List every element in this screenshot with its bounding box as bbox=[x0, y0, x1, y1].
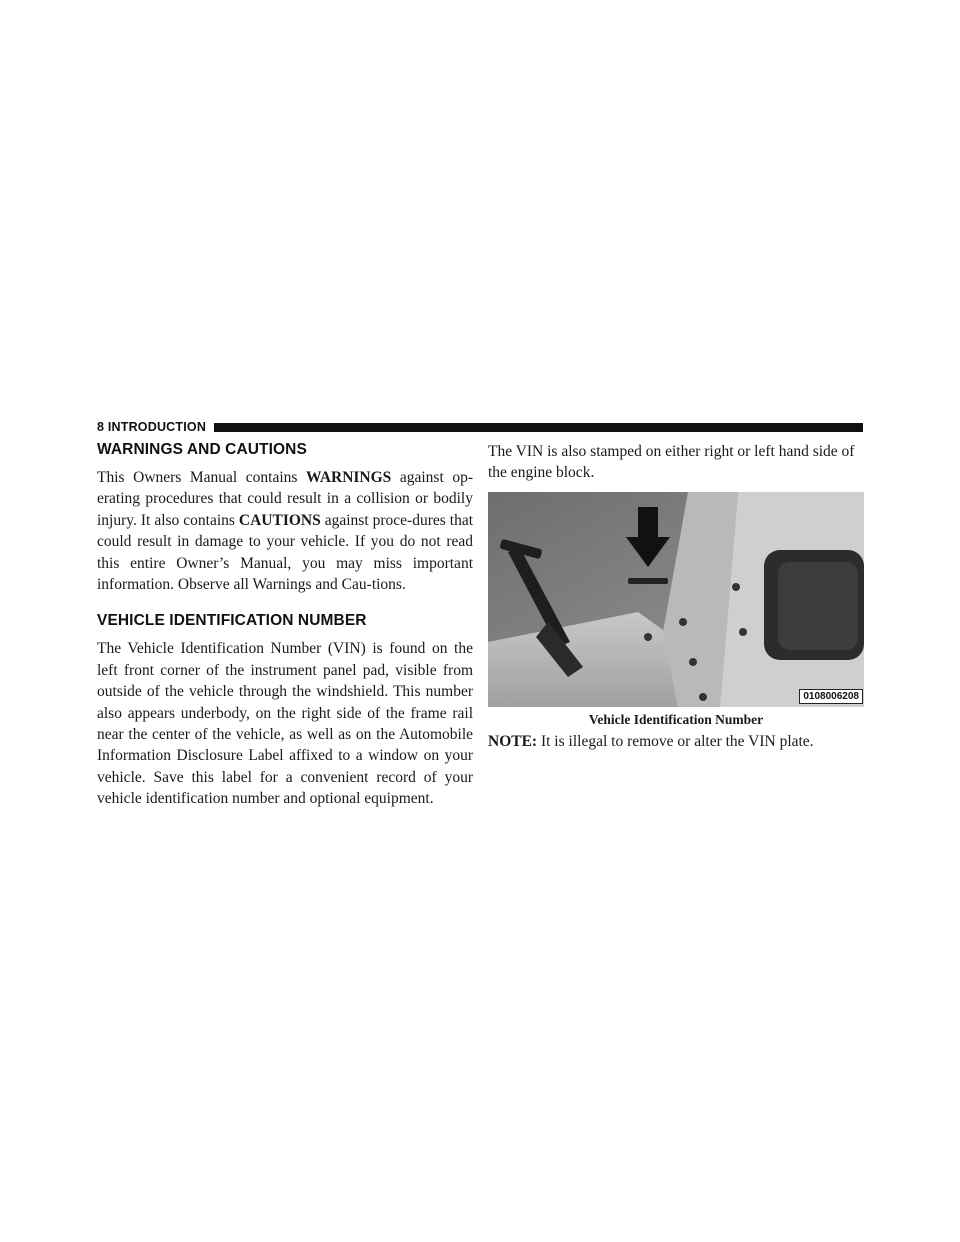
note-label: NOTE: bbox=[488, 732, 538, 750]
figure-caption: Vehicle Identification Number bbox=[588, 711, 764, 727]
vin-illustration bbox=[488, 492, 864, 707]
header-rule bbox=[214, 423, 863, 432]
header-label bbox=[97, 420, 214, 434]
warnings-text-mid: against op-erating procedures that could result in a collision or bodily injury. It also contains bbox=[97, 469, 473, 529]
note bbox=[488, 731, 864, 752]
warnings-heading: WARNINGS AND CAUTIONS bbox=[97, 441, 307, 458]
engine-block-paragraph: The VIN is also stamped on either right or left hand side of the engine block. bbox=[488, 443, 855, 482]
vin-location-figure bbox=[488, 492, 864, 707]
figure-code: 0108006208 bbox=[799, 689, 863, 704]
warnings-keyword: WARNINGS bbox=[306, 469, 392, 486]
right-column bbox=[488, 441, 864, 767]
warnings-text-start: This Owners Manual contains bbox=[97, 469, 307, 486]
vin-paragraph: The Vehicle Identification Number (VIN) is found on the left front corner of the instrument panel pad, visible from outside of the vehicle through the windshield. This number also appears underbody, on the right side of the frame rail near the center of the vehicle, as well as on the Automobile Information Disclosure Label affixed to a window on your vehicle. Save this label for a convenient record of your vehicle identification number and optional equipment. bbox=[97, 640, 473, 808]
page-number: 8 bbox=[97, 420, 105, 434]
page-header bbox=[97, 418, 863, 436]
note-text: It is illegal to remove or alter the VIN plate. bbox=[537, 732, 814, 750]
section-title: INTRODUCTION bbox=[107, 420, 207, 434]
vin-heading: VEHICLE IDENTIFICATION NUMBER bbox=[97, 612, 367, 630]
warnings-paragraph bbox=[97, 467, 473, 595]
warnings-text-end: against proce-dures that could result in damage to your vehicle. If you do not read this entire Owner’s Manual, you may miss important information. Observe all Warnings and Cau-tions. bbox=[97, 511, 473, 594]
left-column bbox=[97, 441, 473, 810]
cautions-keyword: CAUTIONS bbox=[238, 511, 321, 529]
